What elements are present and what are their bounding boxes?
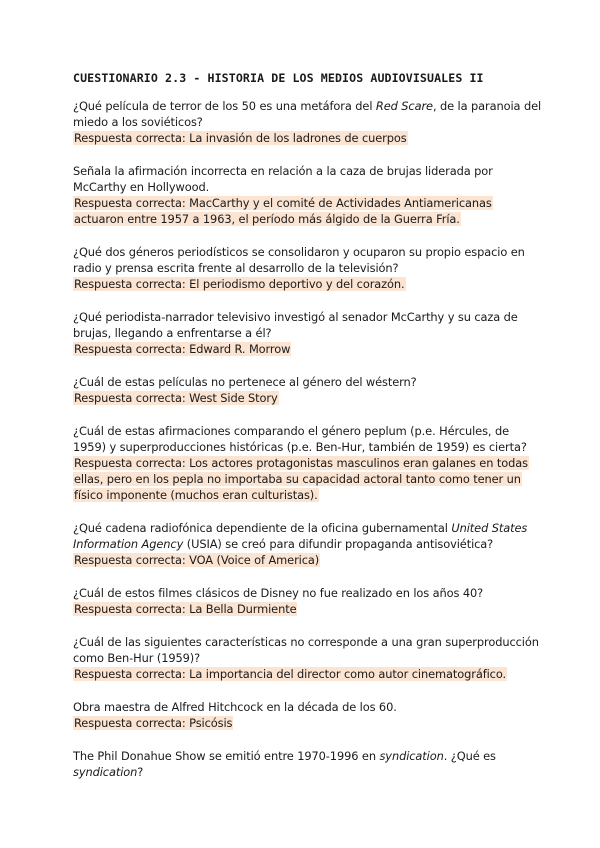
question-block <box>73 634 543 682</box>
question-text: ¿Qué cadena radiofónica dependiente de la oficina gubernamental United States Information Agency (USIA) se creó para difundir propaganda antisoviética? <box>73 521 528 551</box>
question-text: Señala la afirmación incorrecta en relación a la caza de brujas liderada por McCarthy en Hollywood. <box>73 164 493 194</box>
answer-text: Respuesta correcta: West Side Story <box>74 391 278 405</box>
question-text: The Phil Donahue Show se emitió entre 1970-1996 en syndication. ¿Qué es syndication? <box>73 749 496 779</box>
question-text: ¿Cuál de estas películas no pertenece al género del wéstern? <box>73 375 417 389</box>
answer-text: Respuesta correcta: VOA (Voice of America) <box>74 553 320 567</box>
question-block <box>73 748 543 780</box>
answer-text: Respuesta correcta: MacCarthy y el comité de Actividades Antiamericanas actuaron entre 1957 a 1963, el período más álgido de la Guerra Fría. <box>74 196 492 226</box>
answer-text: Respuesta correcta: Los actores protagonistas masculinos eran galanes en todas ellas, pero en los pepla no importaba su capacidad actoral tanto como tener un físico imponente (muchos eran culturistas). <box>74 456 528 502</box>
question-text: ¿Qué película de terror de los 50 es una metáfora del Red Scare, de la paranoia del miedo a los soviéticos? <box>73 99 542 129</box>
question-text: Obra maestra de Alfred Hitchcock en la década de los 60. <box>73 700 397 714</box>
question-text: ¿Cuál de las siguientes características no corresponde a una gran superproducción como Ben-Hur (1959)? <box>73 635 539 665</box>
question-block <box>73 374 543 406</box>
question-text: ¿Qué dos géneros periodísticos se consolidaron y ocuparon su propio espacio en radio y prensa escrita frente al desarrollo de la televisión? <box>73 245 525 275</box>
question-block <box>73 163 543 227</box>
question-block <box>73 244 543 292</box>
question-block <box>73 699 543 731</box>
answer-text: Respuesta correcta: El periodismo deportivo y del corazón. <box>74 277 405 291</box>
answer-text: Respuesta correcta: La importancia del director como autor cinematográfico. <box>74 667 507 681</box>
document-title: CUESTIONARIO 2.3 - HISTORIA DE LOS MEDIOS AUDIOVISUALES II <box>73 71 484 85</box>
question-block <box>73 585 543 617</box>
answer-text: Respuesta correcta: La Bella Durmiente <box>74 602 297 616</box>
question-block <box>73 423 543 503</box>
question-block <box>73 309 543 357</box>
question-text: ¿Cuál de estos filmes clásicos de Disney no fue realizado en los años 40? <box>73 586 484 600</box>
question-block <box>73 98 543 146</box>
document-page <box>73 70 543 797</box>
question-text: ¿Qué periodista-narrador televisivo investigó al senador McCarthy y su caza de brujas, llegando a enfrentarse a él? <box>73 310 518 340</box>
question-block <box>73 520 543 568</box>
answer-text: Respuesta correcta: La invasión de los ladrones de cuerpos <box>74 131 407 145</box>
answer-text: Respuesta correcta: Psicósis <box>74 716 233 730</box>
question-text: ¿Cuál de estas afirmaciones comparando el género peplum (p.e. Hércules, de 1959) y superproducciones históricas (p.e. Ben-Hur, también de 1959) es cierta? <box>73 424 527 454</box>
answer-text: Respuesta correcta: Edward R. Morrow <box>74 342 291 356</box>
